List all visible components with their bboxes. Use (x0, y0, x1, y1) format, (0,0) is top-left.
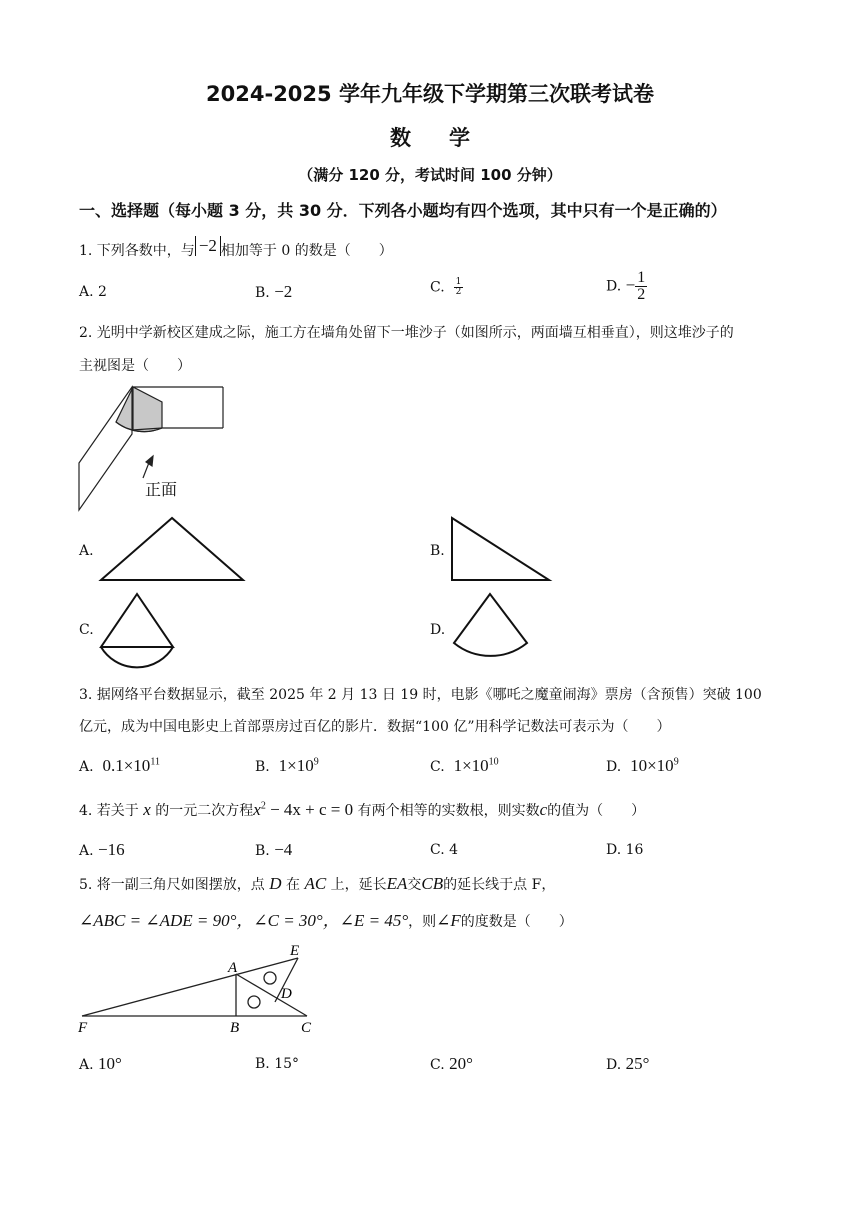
q2-option-c[interactable]: C. (79, 622, 94, 638)
q3-option-b[interactable] (255, 756, 319, 776)
q1-option-c-label: C. (430, 279, 445, 296)
q1-option-d-fraction: $\frac{1}{2}$ (637, 269, 646, 303)
question-3-line1: 3. 据网络平台数据显示，截至 2025 年 2 月 13 日 19 时，电影《哪吒之魔童闹海》票房（含预售）突破 100 (79, 687, 762, 703)
q3-option-d-value: $10\times 10^9$ (630, 756, 679, 775)
question-3-line2: 亿元，成为中国电影史上首部票房过百亿的影片．数据“100 亿”用科学记数法可表示为（ ） (79, 719, 671, 735)
q2-option-b[interactable]: B. (430, 543, 445, 559)
question-5-line2: ∠ABC = ∠ADE = 90°，∠C = 30°，∠E = 45°，则∠F的度数是（ ） (79, 911, 573, 930)
q3-option-c-value: $1\times 10^{10}$ (453, 756, 499, 775)
q2-option-a[interactable]: A. (79, 543, 94, 559)
question-2-line1: 2. 光明中学新校区建成之际，施工方在墙角处留下一堆沙子（如图所示，两面墙互相垂直），则这堆沙子的 (79, 325, 734, 341)
q1-option-b[interactable] (255, 282, 292, 302)
q1-option-d-sign: − (625, 275, 636, 295)
q4-var-x: x (143, 800, 151, 819)
q5-option-a[interactable]: A. 10° (79, 1054, 122, 1073)
q5-label-e: E (290, 943, 300, 959)
q4-option-a[interactable]: A. −16 (79, 840, 125, 859)
q1-option-c[interactable] (430, 278, 463, 297)
q5-option-c[interactable]: C. 20° (430, 1054, 473, 1073)
q5-label-b: B (230, 1020, 240, 1036)
q2-front-label: 正面 (145, 480, 178, 499)
q3-option-a-value: $0.1\times 10^{11}$ (102, 756, 160, 775)
q5-label-c: C (301, 1020, 312, 1036)
q1-stem-pre: 1. 下列各数中，与 (79, 243, 195, 259)
q3-option-c[interactable] (430, 756, 499, 776)
q1-abs-value: −2 (195, 236, 221, 256)
q4-option-d[interactable]: D. 16 (606, 842, 644, 858)
q1-option-a[interactable]: A. 2 (79, 284, 107, 300)
q5-label-a: A (228, 960, 238, 976)
q5-option-d[interactable]: D. 25° (606, 1054, 650, 1073)
q1-stem-post: 相加等于 0 的数是（ ） (220, 243, 393, 259)
score-time-note: （满分 120 分，考试时间 100 分钟） (298, 166, 562, 184)
q1-option-d[interactable] (606, 270, 647, 303)
exam-title: 2024-2025 学年九年级下学期第三次联考试卷 (206, 82, 654, 106)
q3-option-b-value: $1\times 10^9$ (278, 756, 319, 775)
q1-option-c-fraction: $\frac{1}{2}$ (455, 277, 462, 297)
question-2-line2: 主视图是（ ） (79, 358, 191, 374)
q3-option-a[interactable] (79, 756, 160, 776)
q3-option-b-label: B. (255, 759, 270, 775)
q4-equation: $x^2 - 4x + c = 0$ (253, 800, 354, 819)
q3-option-a-label: A. (79, 759, 94, 775)
q5-option-b[interactable]: B. 15° (255, 1056, 300, 1072)
q3-option-d-label: D. (606, 759, 622, 775)
q5-label-d: D (281, 986, 292, 1002)
q5-label-f: F (78, 1020, 88, 1036)
q4-option-c[interactable]: C. 4 (430, 842, 459, 858)
section-heading: 一、选择题（每小题 3 分，共 30 分．下列各小题均有四个选项，其中只有一个是正确的） (79, 201, 727, 220)
q3-option-c-label: C. (430, 759, 445, 775)
q1-option-b-label: B. (255, 285, 270, 301)
q1-option-b-value: −2 (274, 282, 293, 301)
q2-option-d[interactable]: D. (430, 622, 446, 638)
q4-option-b[interactable]: B. −4 (255, 840, 293, 859)
question-1 (79, 236, 393, 260)
subject-title: 数学 (390, 126, 508, 150)
q4-var-c: c (539, 800, 548, 819)
question-4: 4. 若关于 x 的一元二次方程$x^2 - 4x + c = 0$ 有两个相等的实数根，则实数c的值为（ ） (79, 800, 646, 819)
q3-option-d[interactable] (606, 756, 679, 776)
question-5-line1: 5. 将一副三角尺如图摆放，点 D 在 AC 上，延长EA交CB的延长线于点 F， (79, 874, 556, 893)
q1-option-d-label: D. (606, 278, 622, 295)
